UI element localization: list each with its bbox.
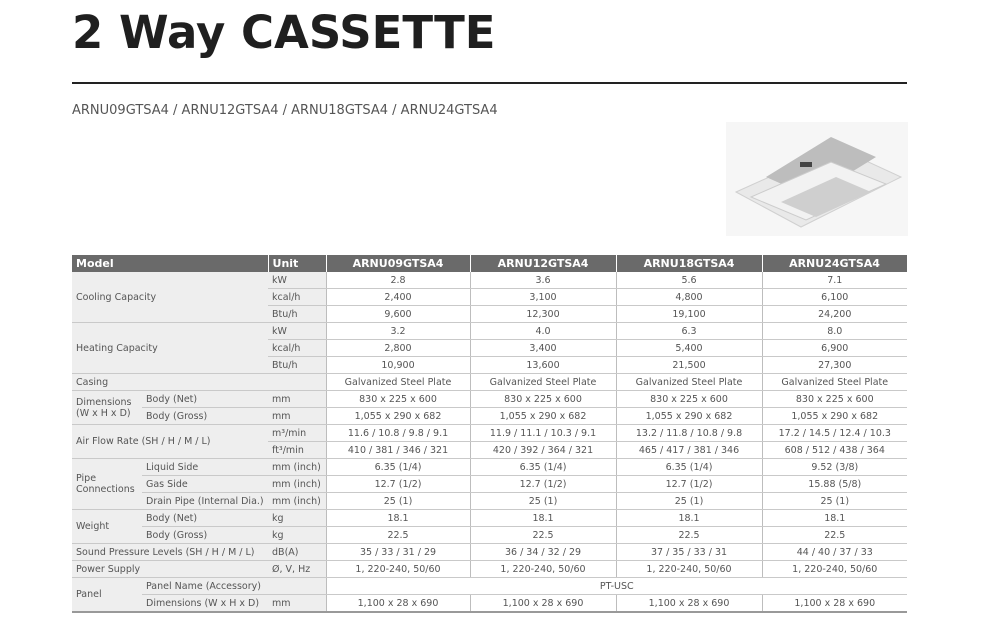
table-row [72,459,907,476]
value-cell: 13.2 / 11.8 / 10.8 / 9.8 [616,425,762,442]
table-row [72,374,907,391]
table-row [72,425,907,442]
page-title: 2 Way CASSETTE [72,6,496,59]
value-cell: 410 / 381 / 346 / 321 [326,442,470,459]
value-cell: 12.7 (1/2) [326,476,470,493]
value-cell: 25 (1) [616,493,762,510]
value-cell: 830 x 225 x 600 [470,391,616,408]
value-cell: 420 / 392 / 364 / 321 [470,442,616,459]
header-unit: Unit [268,255,326,272]
unit-cell: kg [268,510,326,527]
value-cell: 11.9 / 11.1 / 10.3 / 9.1 [470,425,616,442]
value-cell: 4,800 [616,289,762,306]
value-cell: 6.3 [616,323,762,340]
value-cell: 2,800 [326,340,470,357]
value-cell: 12,300 [470,306,616,323]
value-cell: 3,100 [470,289,616,306]
table-row [72,527,907,544]
unit-cell: mm [268,595,326,613]
sub-label: Body (Gross) [142,408,268,425]
unit-cell: mm [268,391,326,408]
table-row [72,510,907,527]
heating-label: Heating Capacity [72,323,268,374]
value-cell: 11.6 / 10.8 / 9.8 / 9.1 [326,425,470,442]
value-cell: 465 / 417 / 381 / 346 [616,442,762,459]
airflow-label: Air Flow Rate (SH / H / M / L) [72,425,268,459]
value-cell: 25 (1) [762,493,907,510]
table-row [72,323,907,340]
value-cell: 21,500 [616,357,762,374]
header-col-3: ARNU18GTSA4 [616,255,762,272]
unit-cell: mm (inch) [268,493,326,510]
casing-label: Casing [72,374,268,391]
unit-cell: mm (inch) [268,476,326,493]
value-cell: Galvanized Steel Plate [762,374,907,391]
unit-cell: Btu/h [268,306,326,323]
sub-label: Gas Side [142,476,268,493]
value-cell: 5.6 [616,272,762,289]
unit-cell: mm [268,408,326,425]
value-cell: 1, 220-240, 50/60 [616,561,762,578]
value-cell: 1,100 x 28 x 690 [616,595,762,613]
sub-label: Body (Net) [142,391,268,408]
value-cell: Galvanized Steel Plate [326,374,470,391]
value-cell: 1,100 x 28 x 690 [762,595,907,613]
value-cell: 3.2 [326,323,470,340]
value-cell: 6.35 (1/4) [616,459,762,476]
unit-cell: kg [268,527,326,544]
value-cell: 2,400 [326,289,470,306]
value-cell: 5,400 [616,340,762,357]
value-cell: 1,055 x 290 x 682 [470,408,616,425]
value-cell: 9,600 [326,306,470,323]
pipe-label: Pipe Connections [72,459,142,510]
title-divider [72,82,907,84]
value-cell: 17.2 / 14.5 / 12.4 / 10.3 [762,425,907,442]
value-cell: 1,055 x 290 x 682 [326,408,470,425]
product-image [726,122,908,236]
table-row [72,595,907,613]
model-list: ARNU09GTSA4 / ARNU12GTSA4 / ARNU18GTSA4 / ARNU24GTSA4 [72,103,498,118]
value-cell: Galvanized Steel Plate [616,374,762,391]
value-cell: 2.8 [326,272,470,289]
value-cell: 1, 220-240, 50/60 [470,561,616,578]
sub-label: Body (Gross) [142,527,268,544]
header-model: Model [72,255,268,272]
unit-cell: kW [268,272,326,289]
value-cell: 22.5 [470,527,616,544]
value-cell: 1,100 x 28 x 690 [326,595,470,613]
value-cell: 6,100 [762,289,907,306]
table-row [72,391,907,408]
value-cell: 3,400 [470,340,616,357]
value-cell: 6,900 [762,340,907,357]
unit-cell: dB(A) [268,544,326,561]
sub-label: Drain Pipe (Internal Dia.) [142,493,268,510]
unit-cell: ft³/min [268,442,326,459]
value-cell: Galvanized Steel Plate [470,374,616,391]
table-row [72,578,907,595]
value-cell: 13,600 [470,357,616,374]
value-cell: 18.1 [470,510,616,527]
sub-label: Liquid Side [142,459,268,476]
table-row [72,408,907,425]
value-cell: 10,900 [326,357,470,374]
value-cell: 15.88 (5/8) [762,476,907,493]
unit-cell [268,374,326,391]
panel-label: Panel [72,578,142,613]
value-cell: 37 / 35 / 33 / 31 [616,544,762,561]
value-cell: 9.52 (3/8) [762,459,907,476]
unit-cell: Btu/h [268,357,326,374]
value-cell: 18.1 [616,510,762,527]
value-cell: 19,100 [616,306,762,323]
unit-cell: kW [268,323,326,340]
value-cell: 6.35 (1/4) [470,459,616,476]
header-col-2: ARNU12GTSA4 [470,255,616,272]
value-cell: 12.7 (1/2) [616,476,762,493]
value-cell: 44 / 40 / 37 / 33 [762,544,907,561]
value-cell: 35 / 33 / 31 / 29 [326,544,470,561]
table-row [72,272,907,289]
value-cell: 25 (1) [470,493,616,510]
power-label: Power Supply [72,561,268,578]
value-cell: 1,055 x 290 x 682 [616,408,762,425]
value-cell: 12.7 (1/2) [470,476,616,493]
panel-name-value: PT-USC [326,578,907,595]
value-cell: 36 / 34 / 32 / 29 [470,544,616,561]
dimensions-label: Dimensions (W x H x D) [72,391,142,425]
value-cell: 1, 220-240, 50/60 [762,561,907,578]
value-cell: 22.5 [616,527,762,544]
value-cell: 6.35 (1/4) [326,459,470,476]
table-row [72,493,907,510]
unit-cell: m³/min [268,425,326,442]
value-cell: 830 x 225 x 600 [616,391,762,408]
table-header [72,255,907,272]
value-cell: 24,200 [762,306,907,323]
header-col-4: ARNU24GTSA4 [762,255,907,272]
table-row [72,561,907,578]
sub-label: Dimensions (W x H x D) [142,595,268,613]
unit-cell [268,578,326,595]
value-cell: 18.1 [762,510,907,527]
value-cell: 4.0 [470,323,616,340]
cooling-label: Cooling Capacity [72,272,268,323]
value-cell: 1,100 x 28 x 690 [470,595,616,613]
weight-label: Weight [72,510,142,544]
unit-cell: Ø, V, Hz [268,561,326,578]
value-cell: 1, 220-240, 50/60 [326,561,470,578]
value-cell: 22.5 [762,527,907,544]
value-cell: 8.0 [762,323,907,340]
unit-cell: kcal/h [268,340,326,357]
sound-label: Sound Pressure Levels (SH / H / M / L) [72,544,268,561]
value-cell: 1,055 x 290 x 682 [762,408,907,425]
value-cell: 608 / 512 / 438 / 364 [762,442,907,459]
table-row [72,476,907,493]
sub-label: Panel Name (Accessory) [142,578,268,595]
value-cell: 22.5 [326,527,470,544]
value-cell: 18.1 [326,510,470,527]
value-cell: 830 x 225 x 600 [326,391,470,408]
value-cell: 3.6 [470,272,616,289]
value-cell: 830 x 225 x 600 [762,391,907,408]
unit-cell: kcal/h [268,289,326,306]
spec-table [72,255,908,613]
value-cell: 25 (1) [326,493,470,510]
header-col-1: ARNU09GTSA4 [326,255,470,272]
value-cell: 27,300 [762,357,907,374]
value-cell: 7.1 [762,272,907,289]
sub-label: Body (Net) [142,510,268,527]
unit-cell: mm (inch) [268,459,326,476]
table-row [72,544,907,561]
